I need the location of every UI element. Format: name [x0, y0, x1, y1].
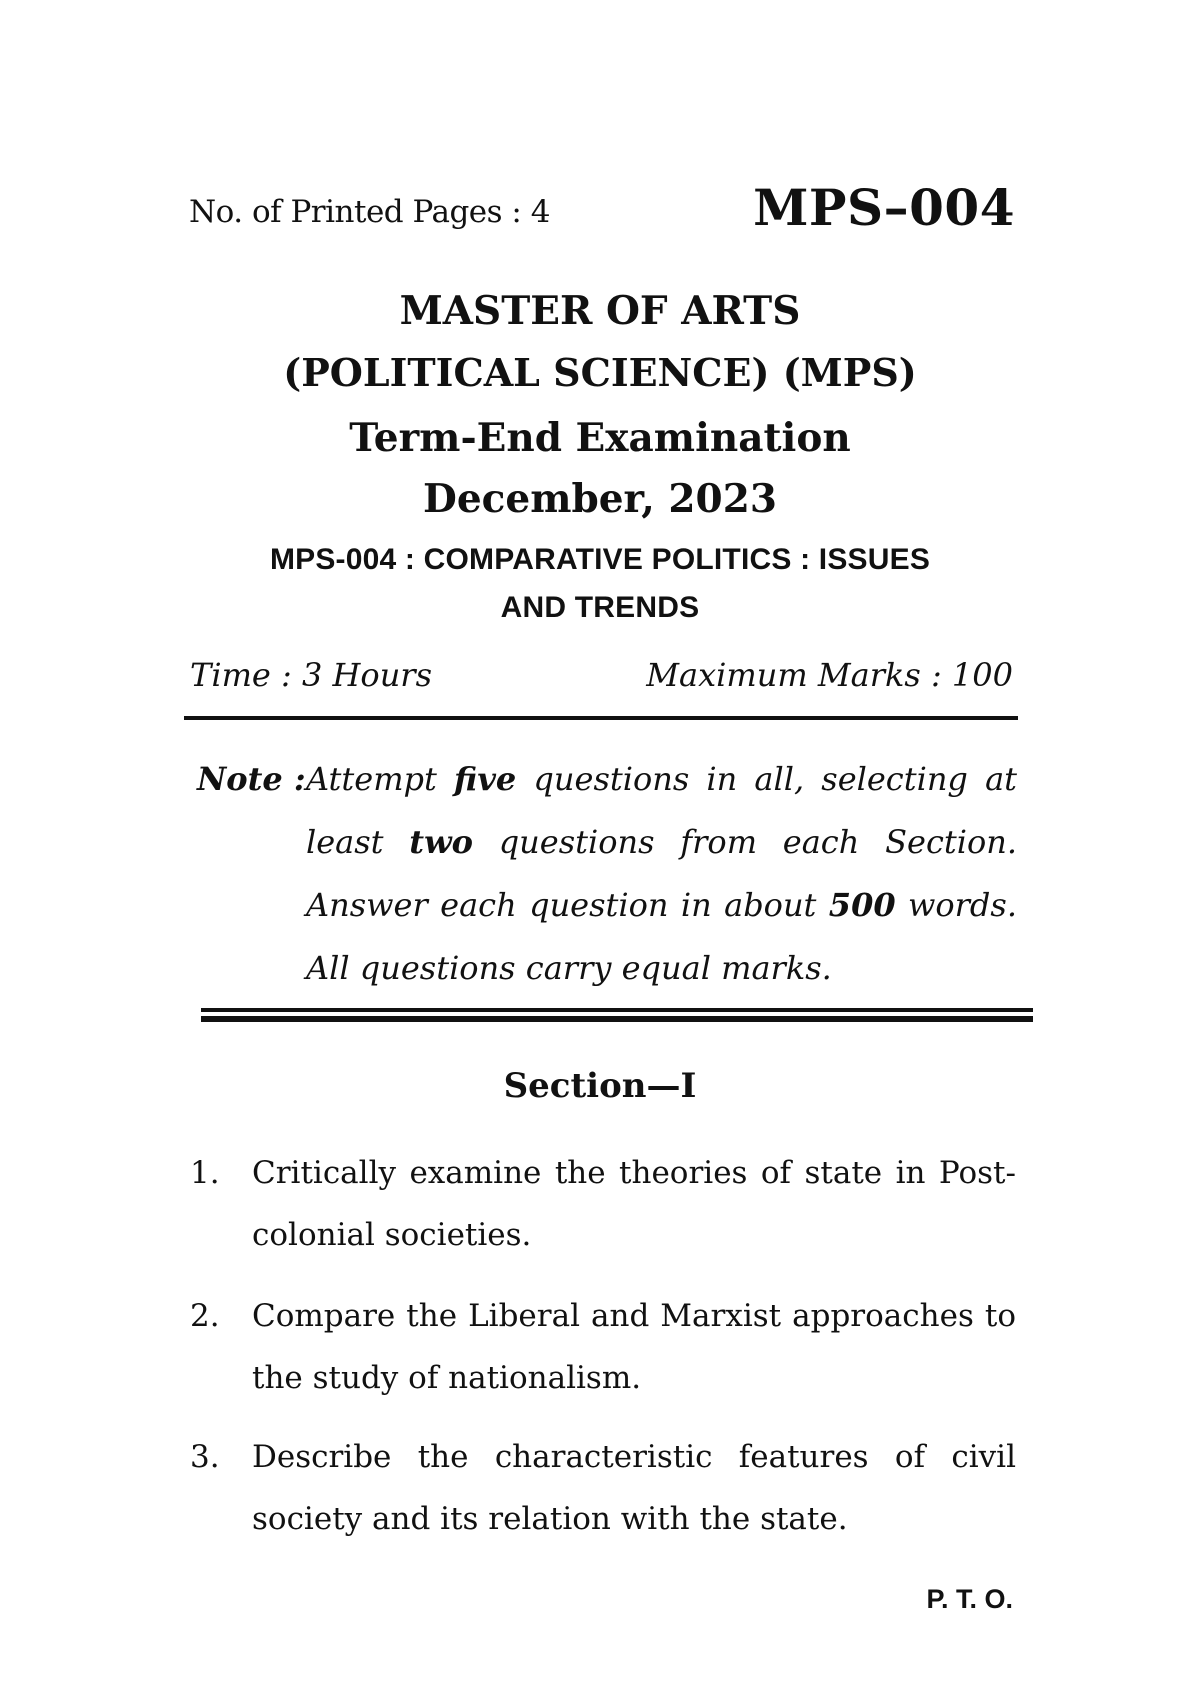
degree-title: MASTER OF ARTS	[399, 288, 801, 334]
question-number: 3.	[190, 1439, 220, 1475]
course-title	[0, 536, 1200, 632]
double-rule-top	[201, 1008, 1033, 1012]
note-body	[306, 748, 1017, 1000]
printed-pages-count: No. of Printed Pages : 4	[189, 194, 550, 230]
course-title-line-2: AND TRENDS	[500, 591, 700, 624]
maximum-marks: Maximum Marks : 100	[646, 656, 1013, 694]
question-text: Compare the Liberal and Marxist approaches to the study of nationalism.	[252, 1298, 1016, 1396]
programme-title: (POLITICAL SCIENCE) (MPS)	[283, 350, 917, 395]
note-label: Note :	[197, 760, 306, 798]
note-text: questions from each Section. Answer each question in about	[306, 823, 1018, 924]
exam-date: December, 2023	[423, 476, 777, 522]
paper-code: MPS–004	[753, 178, 1015, 237]
question-number: 1.	[190, 1155, 220, 1191]
question-text: Describe the characteristic features of civil society and its relation with the state.	[252, 1439, 1016, 1537]
note-emphasis: five	[454, 760, 517, 798]
note-text: Attempt	[306, 760, 455, 798]
double-rule-bottom	[201, 1016, 1033, 1022]
note-emphasis: two	[409, 823, 473, 861]
section-heading: Section—I	[503, 1066, 697, 1106]
page-header	[189, 178, 1015, 248]
please-turn-over: P. T. O.	[926, 1584, 1013, 1614]
note-text: words. All questions carry equal marks.	[306, 886, 1018, 987]
question-text: Critically examine the theories of state in Post-colonial societies.	[252, 1155, 1016, 1253]
note-text: questions in all, selecting at least	[306, 760, 1018, 861]
divider-rule	[184, 716, 1018, 720]
exam-name: Term-End Examination	[349, 415, 851, 461]
time-allowed: Time : 3 Hours	[190, 656, 433, 694]
note-emphasis: 500	[828, 886, 896, 924]
course-title-line-1: MPS-004 : COMPARATIVE POLITICS : ISSUES	[269, 543, 931, 576]
question-number: 2.	[190, 1298, 220, 1334]
